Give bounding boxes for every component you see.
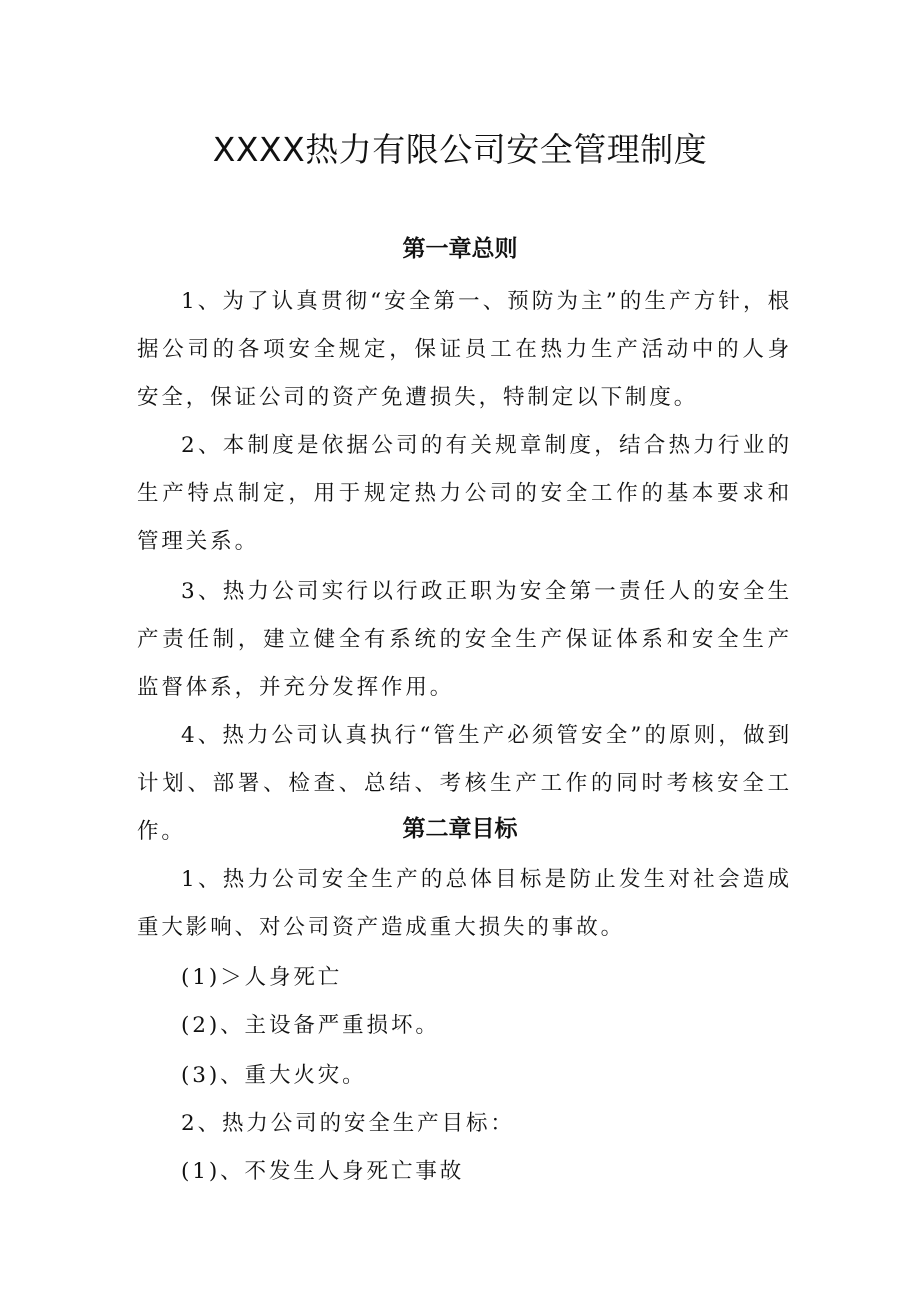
paragraph: 1、热力公司安全生产的总体目标是防止发生对社会造成重大影响、对公司资产造成重大损失的事故。: [137, 867, 792, 940]
paragraph: 3、热力公司实行以行政正职为安全第一责任人的安全生产责任制，建立健全有系统的安全生产保证体系和安全生产监督体系，并充分发挥作用。: [137, 579, 792, 700]
paragraph: 2、本制度是依据公司的有关规章制度，结合热力行业的生产特点制定，用于规定热力公司的安全工作的基本要求和管理关系。: [137, 433, 792, 554]
list-item: (1)＞人身死亡: [181, 965, 343, 990]
list-item: (2)、主设备严重损坏。: [181, 1013, 440, 1038]
paragraph: 1、为了认真贯彻“安全第一、预防为主”的生产方针，根据公司的各项安全规定，保证员工在热力生产活动中的人身安全，保证公司的资产免遭损失，特制定以下制度。: [137, 289, 792, 410]
paragraph: 2、热力公司的安全生产目标：: [181, 1111, 515, 1136]
list-item: (1)、不发生人身死亡事故: [181, 1159, 465, 1184]
paragraph: 4、热力公司认真执行“管生产必须管安全”的原则，做到计划、部署、检查、总结、考核生产工作的同时考核安全工作。: [137, 723, 792, 844]
chapter-heading-goals: 第二章目标: [402, 816, 518, 842]
document-title: XXXX热力有限公司安全管理制度: [212, 130, 708, 169]
list-item: (3)、重大火灾。: [181, 1063, 367, 1088]
chapter-heading-general: 第一章总则: [402, 236, 518, 262]
